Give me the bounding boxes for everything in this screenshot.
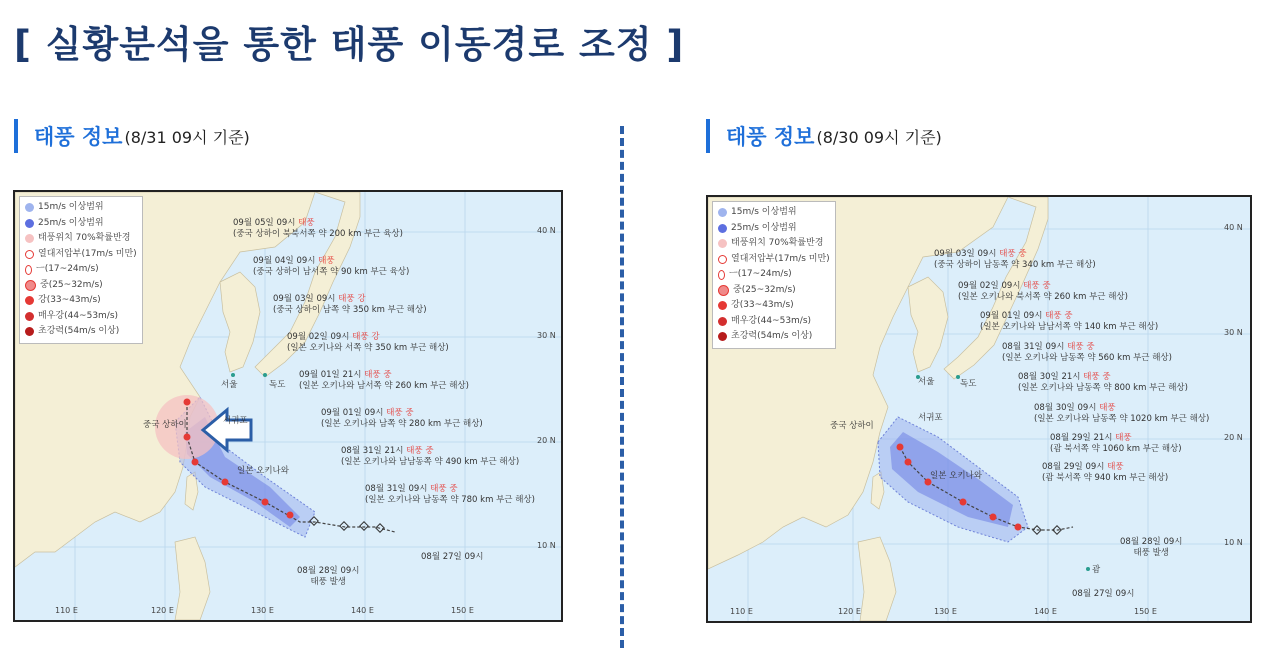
- left-section-subtitle: (8/31 09시 기준): [124, 127, 250, 147]
- legend-item: 태풍위치 70%확률반경: [718, 236, 830, 252]
- annotation: 08월 29일 09시 태풍 (괌 북서쪽 약 940 km 부근 해상): [1042, 462, 1169, 483]
- typhoon-weak-icon: [25, 265, 32, 275]
- past-track-markers: [310, 517, 384, 532]
- left-section-title: 태풍 정보: [34, 125, 123, 149]
- circle-light-blue-icon: [718, 208, 727, 217]
- annotation: 09월 02일 09시 태풍 중 (일본 오키나와 북서쪽 약 260 km 부근 해상): [958, 281, 1128, 302]
- annotation: 09월 02일 09시 태풍 강 (일본 오키나와 서쪽 약 350 km 부근 해상): [287, 332, 449, 353]
- land-philippines: [175, 537, 210, 620]
- typhoon-medium-icon: [25, 280, 36, 291]
- annotation: 09월 03일 09시 태풍 중 (중국 상하이 남동쪽 약 340 km 부근 해상): [934, 249, 1096, 270]
- place-gwipo: 서귀포: [223, 416, 248, 426]
- page-title: [ 실황분석을 통한 태풍 이동경로 조정 ]: [14, 23, 685, 66]
- lon-label: 130 E: [934, 607, 957, 616]
- lon-label: 150 E: [1134, 607, 1157, 616]
- legend-item: 강(33~43m/s): [718, 298, 830, 314]
- left-section-header: [14, 118, 250, 154]
- lat-label: 20 N: [1224, 433, 1243, 442]
- place-seoul: 서울: [221, 380, 238, 390]
- right-section-subtitle: (8/30 09시 기준): [816, 127, 942, 147]
- annotation: 09월 01일 09시 태풍 중 (일본 오키나와 남쪽 약 280 km 부근 해상): [321, 408, 483, 429]
- lat-label: 10 N: [537, 541, 556, 550]
- legend-item: ㅡ(17~24m/s): [718, 267, 830, 283]
- origin-label-1: 08월 27일 09시: [1072, 589, 1135, 599]
- annotation: 08월 29일 21시 태풍 (괌 북서쪽 약 1060 km 부근 해상): [1050, 433, 1182, 454]
- lat-label: 40 N: [537, 226, 556, 235]
- land-korea: [908, 277, 948, 372]
- lon-label: 120 E: [838, 607, 861, 616]
- legend-item: 열대저압부(17m/s 미만): [718, 252, 830, 268]
- lat-label: 30 N: [1224, 328, 1243, 337]
- lon-label: 120 E: [151, 606, 174, 615]
- annotation: 09월 01일 09시 태풍 중 (일본 오키나와 남남서쪽 약 140 km 부근 해상): [980, 311, 1159, 332]
- x-circle-icon: [25, 250, 34, 259]
- typhoon-strong-icon: [718, 301, 727, 310]
- lat-label: 40 N: [1224, 223, 1243, 232]
- legend-item: 열대저압부(17m/s 미만): [25, 247, 137, 263]
- typhoon-super-icon: [718, 332, 727, 341]
- legend-item: 강(33~43m/s): [25, 293, 137, 309]
- dokdo-marker: [263, 373, 267, 377]
- place-dokdo: 독도: [960, 379, 977, 389]
- lon-label: 150 E: [451, 606, 474, 615]
- legend-item: 25m/s 이상범위: [25, 216, 137, 232]
- typhoon-map-left: [13, 190, 563, 622]
- right-section-header: [706, 118, 942, 154]
- map-legend-left: [19, 196, 143, 344]
- annotation: 08월 31일 21시 태풍 중 (일본 오키나와 남남동쪽 약 490 km 부근 해상): [341, 446, 520, 467]
- annotation: 09월 05일 09시 태풍 (중국 상하이 북북서쪽 약 200 km 부근 육상): [233, 218, 403, 239]
- lat-label: 10 N: [1224, 538, 1243, 547]
- lon-label: 110 E: [55, 606, 78, 615]
- map-legend-right: [712, 201, 836, 349]
- typhoon-very-strong-icon: [718, 317, 727, 326]
- typhoon-super-icon: [25, 327, 34, 336]
- seoul-marker: [231, 373, 235, 377]
- circle-blue-icon: [25, 219, 34, 228]
- legend-item: 초강력(54m/s 이상): [25, 324, 137, 340]
- land-philippines: [858, 537, 896, 621]
- legend-item: 중(25~32m/s): [25, 278, 137, 294]
- right-section-title: 태풍 정보: [726, 125, 815, 149]
- origin-label-2: 08월 28일 09시 태풍 발생: [297, 566, 360, 587]
- place-shanghai: 중국 상하이: [830, 421, 874, 431]
- lon-label: 140 E: [351, 606, 374, 615]
- legend-item: 초강력(54m/s 이상): [718, 329, 830, 345]
- place-okinawa: 일본 오키나와: [930, 471, 982, 481]
- circle-pink-icon: [25, 234, 34, 243]
- guam-marker: [1086, 567, 1090, 571]
- annotation: 08월 30일 09시 태풍 (일본 오키나와 남동쪽 약 1020 km 부근 해상): [1034, 403, 1210, 424]
- circle-blue-icon: [718, 224, 727, 233]
- lon-label: 110 E: [730, 607, 753, 616]
- typhoon-very-strong-icon: [25, 312, 34, 321]
- legend-item: 15m/s 이상범위: [25, 200, 137, 216]
- legend-item: 25m/s 이상범위: [718, 221, 830, 237]
- circle-pink-icon: [718, 239, 727, 248]
- typhoon-map-right: [706, 195, 1252, 623]
- legend-item: ㅡ(17~24m/s): [25, 262, 137, 278]
- lat-label: 30 N: [537, 331, 556, 340]
- place-gwipo: 서귀포: [918, 413, 943, 423]
- lat-label: 20 N: [537, 436, 556, 445]
- legend-item: 중(25~32m/s): [718, 283, 830, 299]
- annotation: 09월 03일 09시 태풍 강 (중국 상하이 남쪽 약 350 km 부근 해상): [273, 294, 427, 315]
- place-okinawa: 일본 오키나와: [237, 466, 289, 476]
- typhoon-weak-icon: [718, 270, 725, 280]
- place-shanghai: 중국 상하이: [143, 420, 187, 430]
- section-accent-bar: [706, 119, 710, 153]
- legend-item: 15m/s 이상범위: [718, 205, 830, 221]
- place-seoul: 서울: [918, 377, 935, 387]
- legend-item: 매우강(44~53m/s): [718, 314, 830, 330]
- place-guam: 괌: [1092, 565, 1101, 575]
- lon-label: 130 E: [251, 606, 274, 615]
- annotation: 08월 30일 21시 태풍 중 (일본 오키나와 남동쪽 약 800 km 부근 해상): [1018, 372, 1188, 393]
- panel-divider: [620, 126, 624, 648]
- annotation: 08월 31일 09시 태풍 중 (일본 오키나와 남동쪽 약 560 km 부근 해상): [1002, 342, 1172, 363]
- circle-light-blue-icon: [25, 203, 34, 212]
- legend-item: 매우강(44~53m/s): [25, 309, 137, 325]
- land-korea: [220, 272, 260, 372]
- annotation: 09월 01일 21시 태풍 중 (일본 오키나와 남서쪽 약 260 km 부근 해상): [299, 370, 469, 391]
- section-accent-bar: [14, 119, 18, 153]
- place-dokdo: 독도: [269, 380, 286, 390]
- annotation: 08월 31일 09시 태풍 중 (일본 오키나와 남동쪽 약 780 km 부근 해상): [365, 484, 535, 505]
- x-circle-icon: [718, 255, 727, 264]
- typhoon-medium-icon: [718, 285, 729, 296]
- legend-item: 태풍위치 70%확률반경: [25, 231, 137, 247]
- annotation: 09월 04일 09시 태풍 (중국 상하이 남서쪽 약 90 km 부근 육상): [253, 256, 410, 277]
- typhoon-strong-icon: [25, 296, 34, 305]
- lon-label: 140 E: [1034, 607, 1057, 616]
- origin-label-2: 08월 28일 09시 태풍 발생: [1120, 537, 1183, 558]
- origin-label-1: 08월 27일 09시: [421, 552, 484, 562]
